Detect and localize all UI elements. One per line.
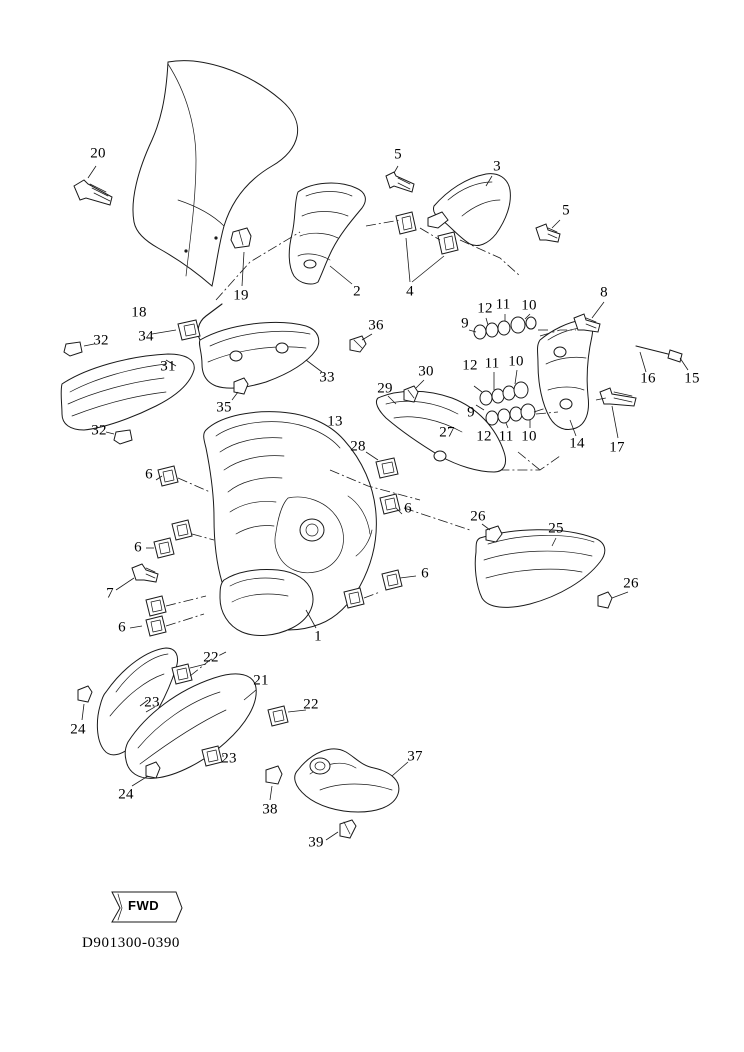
callout-31: 31	[160, 358, 176, 375]
callout-26-a: 26	[470, 508, 486, 525]
part-24-bolt-upper	[78, 686, 92, 720]
part-7-bolt	[116, 564, 158, 590]
part-32-grommet-lower	[106, 430, 132, 444]
part-28-clip	[366, 452, 398, 478]
part-6-clip-f	[344, 588, 364, 608]
callout-9-b: 9	[467, 404, 475, 421]
part-6-clip-c1	[172, 520, 192, 540]
part-6-clip-b	[380, 494, 402, 514]
callout-24-b: 24	[118, 786, 134, 803]
part-20-screw	[74, 166, 112, 205]
callout-13: 13	[327, 413, 343, 430]
callout-5-upper: 5	[394, 146, 402, 163]
callout-20: 20	[90, 145, 106, 162]
callout-22-b: 22	[303, 696, 319, 713]
part-39-screw	[326, 820, 356, 840]
callout-12-c: 12	[476, 428, 492, 445]
callout-11-a: 11	[495, 296, 511, 313]
callout-38: 38	[262, 801, 278, 818]
part-8-bolt	[574, 302, 604, 332]
callout-27: 27	[439, 424, 455, 441]
part-22-clip-lower	[268, 706, 306, 726]
callout-10-c: 10	[521, 428, 537, 445]
callout-30: 30	[418, 363, 434, 380]
fwd-label: FWD	[128, 898, 160, 913]
callout-35: 35	[216, 399, 232, 416]
callout-21: 21	[253, 672, 269, 689]
callout-37: 37	[407, 748, 423, 765]
callout-3: 3	[493, 158, 501, 175]
callout-6-e: 6	[118, 619, 126, 636]
callout-23-b: 23	[221, 750, 237, 767]
callout-22-a: 22	[203, 649, 219, 666]
callout-10-b: 10	[508, 353, 524, 370]
callout-32-b: 32	[91, 422, 107, 439]
callout-19: 19	[233, 287, 249, 304]
part-17-bolt	[600, 388, 636, 438]
callout-15: 15	[684, 370, 700, 387]
callout-18: 18	[131, 304, 147, 321]
part-6-clip-e2	[130, 616, 166, 636]
callout-1: 1	[314, 628, 322, 645]
callout-11-b: 11	[484, 355, 500, 372]
part-14-right-bracket	[538, 320, 593, 436]
part-3-stay	[428, 174, 510, 246]
callout-6-d: 6	[421, 565, 429, 582]
callout-29: 29	[377, 380, 393, 397]
part-19-grommet	[231, 228, 251, 286]
part-6-clip-e1	[146, 596, 166, 616]
part-code-label: D901300-0390	[82, 935, 181, 951]
callout-16: 16	[640, 370, 656, 387]
callout-4: 4	[406, 283, 414, 300]
callout-25: 25	[548, 520, 564, 537]
callout-11-c: 11	[498, 428, 514, 445]
callout-34: 34	[138, 328, 154, 345]
callout-12-a: 12	[477, 300, 493, 317]
callout-39: 39	[308, 834, 324, 851]
callout-24-a: 24	[70, 721, 86, 738]
callout-32-a: 32	[93, 332, 109, 349]
callout-17: 17	[609, 439, 625, 456]
callout-6-c: 6	[134, 539, 142, 556]
callout-23-a: 23	[144, 694, 160, 711]
part-9-10-11-12-stack-upper	[469, 314, 549, 339]
callout-2: 2	[353, 283, 361, 300]
part-32-grommet-upper	[64, 342, 94, 356]
part-36-screw	[350, 334, 372, 352]
part-18-windscreen	[133, 61, 298, 286]
callout-12-b: 12	[462, 357, 478, 374]
part-26-bolt-lower	[598, 592, 628, 608]
fwd-direction-marker	[108, 888, 184, 924]
callout-14: 14	[569, 435, 585, 452]
callout-7: 7	[106, 585, 114, 602]
part-5-bolt-right	[536, 220, 560, 242]
callout-9-a: 9	[461, 315, 469, 332]
callout-6-b: 6	[404, 500, 412, 517]
part-6-clip-a	[156, 466, 178, 486]
callout-28: 28	[350, 438, 366, 455]
callout-8: 8	[600, 284, 608, 301]
callout-33: 33	[319, 369, 335, 386]
part-6-clip-d	[382, 570, 416, 590]
callout-36: 36	[368, 317, 384, 334]
callout-10-a: 10	[521, 297, 537, 314]
part-37-lower-duct	[295, 749, 408, 812]
part-6-clip-c2	[146, 538, 174, 558]
part-15-16-rod	[636, 346, 688, 372]
part-33-upper-panel	[198, 304, 322, 388]
callout-5-right: 5	[562, 202, 570, 219]
part-34-clip	[152, 320, 200, 340]
part-5-bolt-left	[386, 166, 414, 192]
callout-26-b: 26	[623, 575, 639, 592]
part-2-bracket	[289, 183, 365, 284]
part-38-grommet	[266, 766, 282, 800]
callout-6-a: 6	[145, 466, 153, 483]
